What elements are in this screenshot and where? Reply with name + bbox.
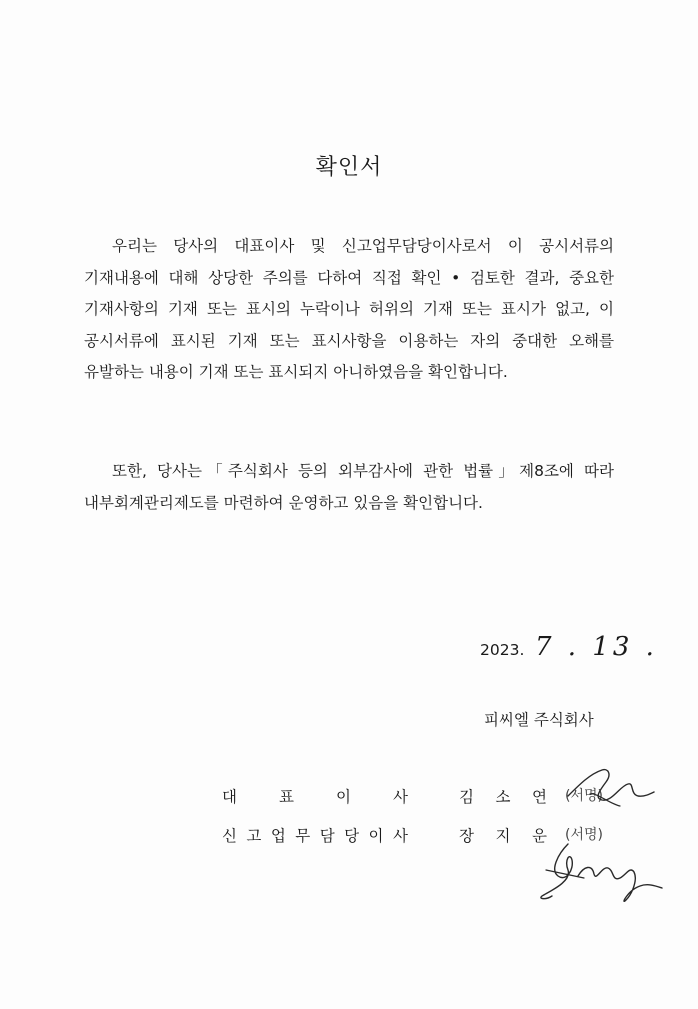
role-char: 고 [246, 827, 262, 845]
role-char: 대 [222, 788, 237, 806]
name-char: 소 [495, 788, 511, 806]
signatory-name [459, 824, 547, 846]
signatory-row-ceo [0, 785, 698, 815]
role-char: 표 [279, 788, 294, 806]
confirmation-paragraph [84, 231, 614, 389]
name-char: 연 [532, 788, 547, 806]
role-char: 이 [368, 827, 384, 845]
role-char: 무 [295, 827, 311, 845]
role-char: 당 [344, 827, 360, 845]
date-handwritten: 7 . 13 . [535, 632, 658, 662]
document-title: 확인서 [315, 155, 383, 180]
date-year: 2023. [480, 641, 525, 659]
signatory-name [459, 785, 547, 807]
role-char: 이 [336, 788, 351, 806]
confirmation-paragraph-text: 우리는 당사의 대표이사 및 신고업무담당이사로서 이 공시서류의 기재내용에 대해 상당한 주의를 다하여 직접 확인 • 검토한 결과, 중요한 기재사항의 기재 또는 표시의 누락이나 허위의 기재 또는 표시가 없고, 이 공시서류에 표시된 기재 또는 표시사항을 이용하는 자의 중대한 오해를 유발하는 내용이 기재 또는 표시되지 아니하였음을 확인합니다. [84, 237, 614, 381]
signature-label: (서명) [565, 827, 603, 843]
signatory-role [222, 824, 408, 846]
role-char: 사 [392, 827, 408, 845]
signature-label: (서명) [565, 788, 603, 804]
signatory-role [222, 785, 408, 807]
role-char: 담 [319, 827, 335, 845]
internal-control-paragraph-text: 또한, 당사는「주식회사 등의 외부감사에 관한 법률」제8조에 따라 내부회계관리제도를 마련하여 운영하고 있음을 확인합니다. [84, 462, 614, 512]
name-char: 지 [495, 827, 511, 845]
role-char: 업 [270, 827, 286, 845]
name-char: 장 [459, 827, 474, 845]
signatory-row-disclosure-director [0, 824, 698, 854]
name-char: 김 [459, 788, 474, 806]
internal-control-paragraph [84, 456, 614, 519]
role-char: 신 [222, 827, 237, 845]
company-name: 피씨엘 주식회사 [484, 711, 594, 729]
name-char: 운 [532, 827, 547, 845]
role-char: 사 [393, 788, 408, 806]
